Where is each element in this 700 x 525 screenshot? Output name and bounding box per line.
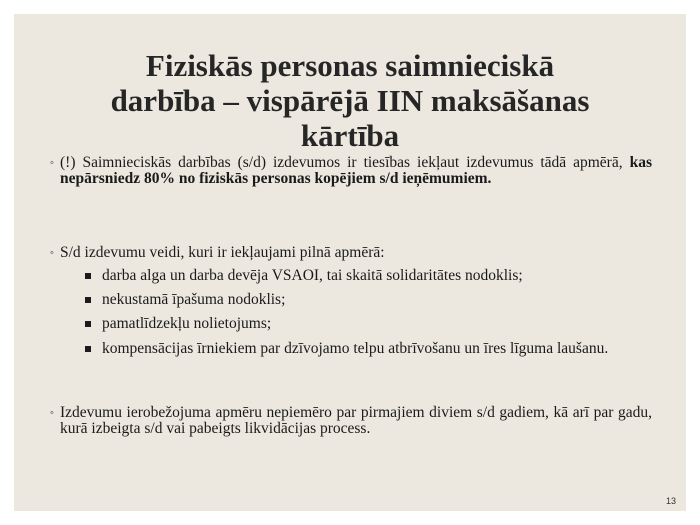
sub-item-compensation [102, 341, 651, 356]
bullet-expense-types [50, 244, 652, 261]
title-line-1: Fiziskās personas saimnieciskā [145, 48, 555, 83]
square-bullet-icon [85, 321, 91, 327]
bullet-expense-limit [50, 154, 652, 187]
sub-item-salary [102, 268, 651, 283]
sub-item-text: kompensācijas īrniekiem par dzīvojamo telpu atbrīvošanu un īres līguma laušanu. [102, 340, 609, 357]
sub-item-property-tax [102, 292, 651, 307]
sub-item-text: nekustamā īpašuma nodoklis; [102, 291, 286, 308]
square-bullet-icon [85, 297, 91, 303]
bullet-text: (!) Saimnieciskās darbības (s/d) izdevumos ir tiesības iekļaut izdevumus tādā apmērā, [60, 154, 630, 171]
title-line-3: kārtība [300, 118, 400, 153]
sub-item-depreciation [102, 316, 651, 331]
bullet-limit-exemption [50, 404, 652, 437]
page-number: 13 [665, 496, 676, 506]
slide [14, 14, 686, 511]
bullet-marker: ◦ [50, 407, 54, 419]
title-line-2: darbība – vispārējā IIN maksāšanas [110, 83, 590, 118]
slide-title [44, 48, 656, 153]
bullet-text: Izdevumu ierobežojuma apmēru nepiemēro par pirmajiem diviem s/d gadiem, kā arī par gadu, kurā izbeigta s/d vai pabeigts likvidācijas process. [60, 404, 652, 437]
bullet-text: S/d izdevumu veidi, kuri ir iekļaujami pilnā apmērā: [60, 244, 385, 261]
sub-item-text: pamatlīdzekļu nolietojums; [102, 315, 272, 332]
sub-item-text: darba alga un darba devēja VSAOI, tai skaitā solidaritātes nodoklis; [102, 267, 523, 284]
bullet-marker: ◦ [50, 247, 54, 259]
bullet-text-bold: kas nepārsniedz 80% no fiziskās personas kopējiem s/d ieņēmumiem. [60, 154, 652, 187]
square-bullet-icon [85, 346, 91, 352]
square-bullet-icon [85, 273, 91, 279]
bullet-marker: ◦ [50, 157, 54, 169]
